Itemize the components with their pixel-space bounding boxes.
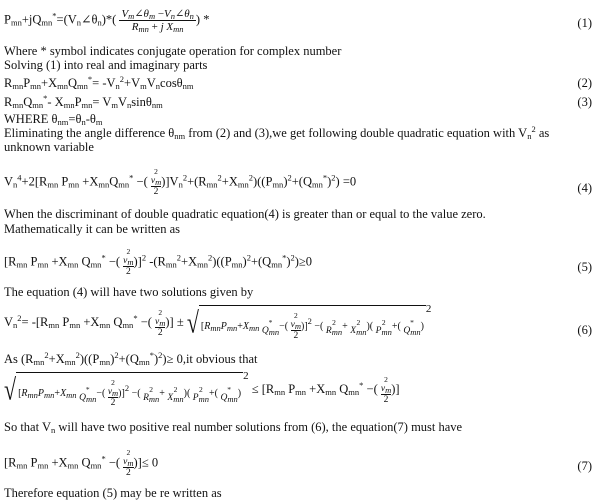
text-as-r: As $(R_{mn}^2+X_{mn}^2)((P_{mn})^2+(Q_{mn}^*)^2)\ge 0,it$ obvious that [4,350,258,367]
text-where-conjugate: Where * symbol indicates conjugate operation for complex number [4,44,342,58]
equation-number-7: (7) [577,459,592,473]
equation-number-3: (3) [577,95,592,109]
text-mathematically: Mathematically it can be written as [4,222,180,236]
text-solving: Solving (1) into real and imaginary parts [4,58,208,72]
sqrt-discriminant-6: √ [$R_{mn}P_{mn}+X_{mn}$ * $Q_{mn}$ −( 2 $v_m$ 2 )]$^2$ −( 2 $R_{mn}$ + 2 $X_{mn}$ )( 2 $P_{mn}$ +( * $Q_{mn}$ ) [186,305,424,341]
sqrt-inequality: √ [$R_{mn}P_{mn}+X_{mn}$ * $Q_{mn}$ −( 2 $v_m$ 2 )]$^2$ −( 2 $R_{mn}$ + 2 $X_{mn}$ )( 2 $P_{mn}$ +( * $Q_{mn}$ ) [4,372,242,408]
inequality-sqrt: √ [$R_{mn}P_{mn}+X_{mn}$ * $Q_{mn}$ −( 2 $v_m$ 2 )]$^2$ −( 2 $R_{mn}$ + 2 $X_{mn}$ )( 2 $P_{mn}$ +( * $Q_{mn}$ )$2 \le [R_{mn}$ $P_{mn} +X_{mn}$ $Q_{mn}^*$ −( 2 $v_m$ 2 )] [4,369,400,408]
equation-7: [$R_{mn}$ $P_{mn} +X_{mn}$ $Q_{mn}^*$ −( 2 $v_m$ 2 )]≤ 0 [4,448,159,478]
equation-number-2: (2) [577,76,592,90]
text-so-that: So that $V_n$ will have two positive real number solutions from (6), the equation(7) must have [4,420,463,435]
text-therefore: Therefore equation (5) may be re written as [4,486,222,500]
text-where-theta: WHERE $\theta_{nm}=\theta_n-\theta_m$ [4,112,103,127]
equation-6: $V_n^2= -[R_{mn}$ $P_{mn} +X_{mn}$ $Q_{mn}^*$ −( 2 $v_m$ 2 )] ± √ [$R_{mn}P_{mn}+X_{mn}$ * $Q_{mn}$ −( 2 $v_m$ 2 )]$^2$ −( 2 $R_{mn}$ + 2 $X_{mn}$ )( 2 $P_{mn}$ +( * $Q_{mn}$ )2 [4,302,432,341]
equation-number-5: (5) [577,260,592,274]
equation-number-4: (4) [577,181,592,195]
equation-number-6: (6) [577,323,592,337]
equation-5: [$R_{mn}$ $P_{mn} +X_{mn}$ $Q_{mn}^*$ −( 2 $v_m$ 2 )]$^2$ $-(R_{mn}^2+X_{mn}^2)((P_{mn})^2+(Q_{mn}^*)^2)\ge 0$ [4,247,313,277]
equation-3: $R_{mn}Q_{mn}^*-$ $X_{mn}P_{mn}= V_mV_n\sin\theta_{nm}$ [4,93,163,110]
text-unknown-variable: unknown variable [4,140,94,154]
equation-number-1: (1) [577,16,592,30]
text-discriminant: When the discriminant of double quadratic equation(4) is greater than or equal to the value zero. [4,207,486,221]
equation-4: $V_n^4+2[R_{mn}$ $P_{mn} +X_{mn}Q_{mn}^*$ −( 2 $v_m$ 2 )]$V_n^2+(R_{mn}^2+X_{mn}^2)((P_{mn})^2+(Q_{mn}^*)^2) =0$ [4,167,357,197]
equation-2: $R_{mn}P_{mn}+X_{mn}Q_{mn}^*= -V_n^2+V_mV_n\cos\theta_{nm}$ [4,74,194,91]
equation-1: $P_{mn}+jQ_{mn}^*=(V_n\angle\theta_n)*$( $\frac{V_m\angle\theta_m -V_n\angle\theta_n}{R_{mn} + j X_{mn}}$ ) * [4,8,210,34]
text-eliminating: Eliminating the angle difference $\theta_{nm}$ from (2) and (3),we get following double quadratic equation with $V_n^2$ as [4,124,550,141]
text-two-solutions: The equation (4) will have two solutions given by [4,285,254,299]
